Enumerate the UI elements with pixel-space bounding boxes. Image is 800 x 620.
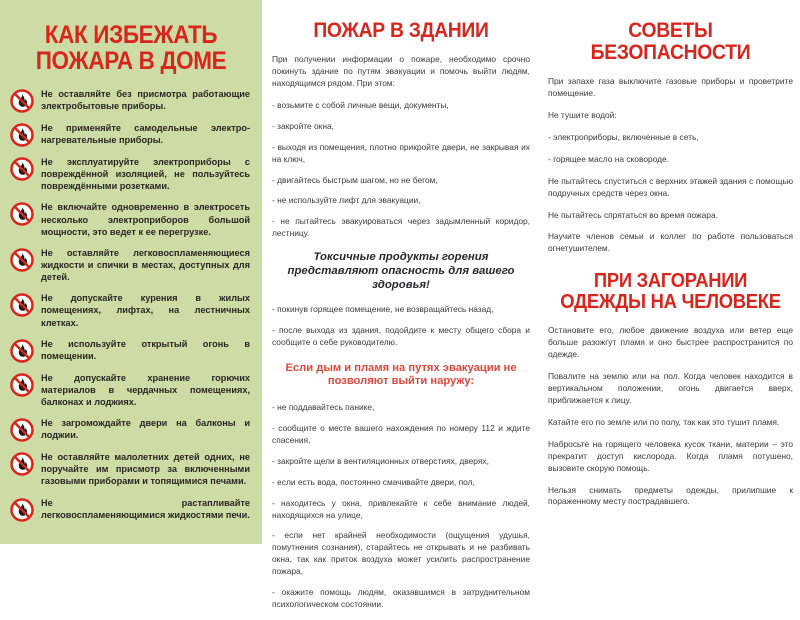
rule-text: Не допускайте курения в жилых помещениях, лифтах, на лестничных клетках. (41, 293, 250, 328)
rule-text: Не эксплуатируйте электроприборы с повреждённой изоляцией, не пользуйтесь повреждёнными розетками. (41, 157, 250, 192)
rule-text: Не загромождайте двери на балконы и лоджии. (41, 418, 250, 441)
rule-item (10, 122, 250, 147)
evacuation-step: - возьмите с собой личные вещи, документы, (272, 99, 449, 110)
rule-item (10, 88, 250, 113)
rule-text: Не оставляйте без присмотра работающие электробытовые приборы. (41, 89, 250, 112)
evacuation-step: - после выхода из здания, подойдите к месту общего сбора и сообщите о себе руководителю. (272, 324, 530, 347)
safety-tips-top (548, 76, 793, 255)
rule-text: Не используйте открытый огонь в помещении. (41, 338, 250, 361)
no-fire-icon (10, 202, 34, 226)
middle-steps-trapped (272, 402, 530, 611)
burning-clothes-tip: Остановите его, любое движение воздуха или ветер еще больше разожгут пламя и оно быстрее распространится по одежде. (548, 325, 793, 360)
fire-prevention-rules-list (0, 78, 262, 522)
page-title: КАК ИЗБЕЖАТЬ ПОЖАРА В ДОМЕ (35, 21, 227, 75)
safety-tip: Не пытайтесь спрятаться во время пожара. (548, 209, 718, 220)
rule-item (10, 417, 250, 442)
trapped-step: - если нет крайней необходимости (ощущения удушья, помутнения сознания), старайтесь не открывать и не разбивать окна, так как приток воздуха может усилить распространение пожара, (272, 530, 530, 577)
no-fire-icon (10, 339, 34, 363)
burning-clothes-tip: Набросьте на горящего человека кусок ткани, материи – это прекратит доступ кислорода. Когда пламя потушено, вызовите скорую помощь. (548, 438, 793, 473)
burning-clothes-tip: Катайте его по земле или по полу, так как это тушит пламя. (548, 416, 780, 427)
safety-tip: - электроприборы, включенные в сеть, (548, 131, 699, 142)
right-column-title: СОВЕТЫ БЕЗОПАСНОСТИ (590, 19, 751, 65)
rule-text: Не применяйте самодельные электро-нагревательные приборы. (41, 123, 250, 146)
safety-tip: Не пытайтесь спуститься с верхних этажей здания с помощью подручных средств через окна. (548, 175, 793, 198)
evacuation-step: - не используйте лифт для эвакуации, (272, 195, 421, 206)
safety-tip: Не тушите водой: (548, 109, 617, 120)
rule-text: Не растапливайте легковоспламеняющимися жидкостями печи. (41, 497, 250, 520)
no-fire-icon (10, 157, 34, 181)
burning-clothes-tip: Повалите на землю или на пол. Когда человек находится в вертикальном положении, огонь двигается вверх, приближается к лицу. (548, 371, 793, 405)
toxic-smoke-warning: Токсичные продукты горения представляют опасность для вашего здоровья! (287, 251, 515, 291)
rule-item (10, 247, 250, 283)
rule-text: Не допускайте хранение горючих материалов в чердачных помещениях, балконах и лоджиях. (41, 372, 250, 407)
safety-tip: При запахе газа выключите газовые приборы и проветрите помещение. (548, 76, 793, 99)
middle-steps-after (272, 304, 530, 349)
right-column (548, 0, 793, 518)
rule-item (10, 497, 250, 522)
rule-text: Не оставляйте легковоспламеняющиеся жидкости и спички в местах, доступных для детей. (41, 247, 250, 283)
middle-column-title: ПОЖАР В ЗДАНИИ (313, 19, 489, 42)
rule-item (10, 372, 250, 408)
middle-steps-before (272, 100, 530, 240)
no-fire-icon (10, 418, 34, 442)
safety-tip: Научите членов семьи и коллег по работе пользоваться огнетушителем. (548, 231, 793, 254)
burning-clothes-tip: Нельзя снимать предметы одежды, прилипшие к пораженному месту пострадавшего. (548, 484, 793, 507)
evacuation-step: - не пытайтесь эвакуироваться через задымленный коридор, лестницу. (272, 216, 530, 239)
no-fire-icon (10, 89, 34, 113)
evacuation-step: - закройте окна, (272, 120, 334, 131)
left-green-panel (0, 0, 262, 544)
no-fire-icon (10, 248, 34, 272)
no-fire-icon (10, 373, 34, 397)
safety-tips-bottom (548, 325, 793, 508)
middle-intro-paragraph: При получении информации о пожаре, необходимо срочно покинуть здание по путям эвакуации и помочь выйти людям, находящимся рядом. При этом: (272, 54, 530, 88)
rule-item (10, 156, 250, 192)
trapped-subheading: Если дым и пламя на путях эвакуации не позволяют выйти наружу: (285, 361, 517, 388)
trapped-step: - окажите помощь людям, оказавшимся в затруднительном психологическом состоянии. (272, 587, 530, 610)
rule-text: Не оставляйте малолетних детей одних, не поручайте им присмотр за включенными газовыми приборами и топящимися печами. (41, 452, 250, 487)
rule-item (10, 451, 250, 487)
evacuation-step: - двигайтесь быстрым шагом, но не бегом, (272, 174, 438, 185)
safety-tip: - горящее масло на сковороде. (548, 153, 669, 164)
burning-clothes-title: ПРИ ЗАГОРАНИИ ОДЕЖДЫ НА ЧЕЛОВЕКЕ (560, 270, 781, 314)
rule-item (10, 338, 250, 363)
evacuation-step: - покинув горящее помещение, не возвращайтесь назад, (272, 303, 494, 314)
trapped-step: - сообщите о месте вашего нахождения по номеру 112 и ждите спасения, (272, 422, 530, 445)
trapped-step: - если есть вода, постоянно смачивайте двери, пол, (272, 476, 475, 487)
no-fire-icon (10, 123, 34, 147)
middle-column (272, 0, 530, 620)
evacuation-step: - выходя из помещения, плотно прикройте двери, не закрывая их на ключ, (272, 141, 530, 164)
no-fire-icon (10, 498, 34, 522)
no-fire-icon (10, 452, 34, 476)
rule-item (10, 201, 250, 237)
trapped-step: - закройте щели в вентиляционных отверстиях, дверях, (272, 455, 489, 466)
no-fire-icon (10, 293, 34, 317)
rule-text: Не включайте одновременно в электросеть несколько электроприборов большой мощности, это ведет к ее перегрузке. (41, 202, 250, 237)
trapped-step: - находитесь у окна, привлекайте к себе внимание людей, находящихся на улице, (272, 497, 530, 520)
trapped-step: - не поддавайтесь панике, (272, 401, 375, 412)
rule-item (10, 292, 250, 328)
